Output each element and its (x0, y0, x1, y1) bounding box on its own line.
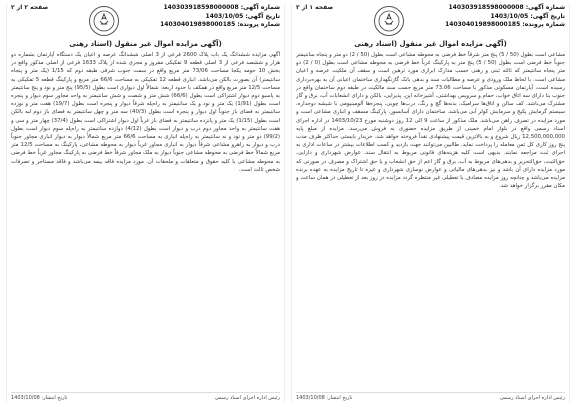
letter-number-label: شماره پرونده: (522, 21, 565, 28)
letter-number: 140304019898000185 (445, 21, 521, 28)
ad-number: 140303918598000008 (163, 4, 239, 11)
ad-date-label: تاریخ آگهی: (530, 12, 565, 20)
ad-number-row (445, 4, 565, 13)
ad-number: 140303918598000008 (448, 4, 524, 11)
page-footer (11, 392, 280, 403)
letter-number-row (160, 21, 280, 30)
emblem-icon (374, 6, 404, 36)
ad-date-row (445, 13, 565, 22)
letter-number-row (445, 21, 565, 30)
page-footer (296, 392, 565, 403)
signatory: رئیس اداره اجرای اسناد رسمی (499, 395, 565, 401)
ad-date: 1403/10/05 (205, 12, 244, 20)
page-number: صفحه ۲ از ۲ (11, 4, 49, 11)
signatory: رئیس اداره اجرای اسناد رسمی (214, 395, 280, 401)
page-one (291, 4, 570, 403)
page-header (11, 4, 280, 38)
ad-number-label: شماره آگهی: (240, 4, 280, 11)
ad-number-row (160, 4, 280, 13)
emblem-icon (89, 6, 119, 36)
page-two (6, 4, 285, 403)
ad-title: (آگهی مزایده اموال غیر منقول (اسناد رهنی (69, 40, 222, 48)
page-header (296, 4, 565, 38)
ad-meta (445, 4, 565, 30)
ad-body: مشاعی است بطول (50 / 5) پنج متر شرقاً خط فرضی به محوطه مشاعی است بطول (50 / 2) دو متر و پنجاه سانتیمتر جنوباً خط فرضی است بطول (50 / 5) پنج متر به پارکینگ غرباً خط فرضی به محوطه مشاعی است بطول (0 / 2) دو متر پنجاه سانتیمتر که ثالثه ثبتی و رهنی حسب مدارک ابرازی مورد ترهین است و سقف آن ملکیت عرصه و اعیان مشاعی است. با لحاظ ملک ورودی و عرصه و مطالبات سند و بدهی بانک گازنگهداری ساختمان اعیانی آن به بهره‌برداری رسیده است، آپارتمان مسکونی مذکور با مساحت 73.06 متر مربع حسب سند مالکیت در طبقه دوم ساختمان واقع در جنوب بنا دارای سه اتاق خواب، حمام و سرویس بهداشتی، آشپزخانه اپن، پذیرایی، بالکن و دارای انشعابات آب، برق و گاز مشترک می‌باشد. کف سالن و اتاق‌ها سرامیک، بدنه‌ها گچ و رنگ، درب‌ها چوبی، پنجره‌ها آلومینیومی با شیشه دوجداره، سیستم گرمایش پکیج و سرمایش کولر آبی می‌باشد. ساختمان دارای آسانسور، پارکینگ مسقف و انباری مشاعی است و مورد مزایده در تصرف راهن می‌باشد. ملک مذکور از ساعت 9 الی 12 روز دوشنبه مورخ 1403/10/23 در اداره اجرای اسناد رسمی واقع در بلوار امام خمینی از طریق مزایده حضوری به فروش می‌رسد. مزایده از مبلغ پایه 12,500,000,000 ریال شروع و به بالاترین قیمت پیشنهادی نقداً فروخته خواهد شد. خریدار بایستی حداکثر ظرف مدت پنج روز کاری کل ثمن معامله را پرداخت نماید. طالبین می‌توانند جهت بازدید و کسب اطلاعات بیشتر در ساعات اداری به اجرای ثبت مراجعه نمایند. بدیهی است کلیه هزینه‌های قانونی مربوط به انتقال سند، عوارض شهرداری و دارایی، حق‌الثبت، حق‌التحریر و بدهی‌های مربوط به آب، برق و گاز اعم از حق انشعاب و یا حق اشتراک و مصرف در صورتی که مورد مزایده دارای آن باشد و نیز بدهی‌های مالیاتی و عوارض نوسازی شهرداری و غیره تا تاریخ مزایده به عهده برنده مزایده می‌باشد و چنانچه روز مزایده مصادف با تعطیلی غیر منتظره گردد مزایده در روز بعد از تعطیلی در همان ساعت و مکان مقرر برگزار خواهد شد. (296, 52, 565, 190)
letter-number-label: شماره پرونده: (237, 21, 280, 28)
ad-meta (160, 4, 280, 30)
ad-number-label: شماره آگهی: (525, 4, 565, 11)
page-number: صفحه ۱ از ۲ (296, 4, 334, 11)
publish-date: تاریخ انتشار: 1403/10/08 (296, 395, 353, 401)
ad-title: (آگهی مزایده اموال غیر منقول (اسناد رهنی (354, 40, 507, 48)
publish-date: تاریخ انتشار: 1403/10/08 (11, 395, 68, 401)
ad-date-label: تاریخ آگهی: (245, 12, 280, 20)
letter-number: 140304019898000185 (160, 21, 236, 28)
ad-body: آگهی مزایده ششدانگ یک باب پلاک 2600 فرعی از 3 اصلی ششدانگ عرصه و اعیان یک دستگاه آپارتمان بشماره دو هزار و ششصد فرعی از 3 اصلی قطعه 9 تفکیکی مفروز و مجزی شده از پلاک 1633 فرعی از اصلی مذکور واقع در بخش 10 حومه یکجا مساحت 73/06 متر مربع واقع در سمت جنوب شرقی طبقه دوم که 1/15 (یک متر و پنجاه سانتیمتر) آن بصورت بالکن می‌باشد. انباری قطعه 12 تفکیکی به مساحت 66/6 متر مربع و پارکینگ قطعه 5 تفکیکی به مساحت 12/5 متر مربع واقع در همکف با حدود اربعه: شمالاً اول دیواری است بطول (95/5) پنج متر و نود و پنج سانتیمتر به پاسیو دوم دیوار اشتراکی است بطول (66/6) شش متر و شصت و شش سانتیمتر به واحد مجاور سوم دیوار و پنجره است بطول (1/91) یک متر و نود و یک سانتیمتر به راه‌پله شرقاً دیوار و پنجره است بطول (19/7) هفت متر و نوزده سانتیمتر به فضای باز جنوباً اول دیوار و پنجره است بطول (40/3) سه متر و چهل سانتیمتر به فضای باز دوم لبه بالکن است بطول (1/15) یک متر و پانزده سانتیمتر به فضای باز غرباً اول دیوار اشتراکی است بطول (37/4) چهار متر و سی و هفت سانتیمتر به واحد مجاور دوم درب و دیوار است بطول (4/12) دوازده سانتیمتر به راه‌پله سوم دیوار است بطول (99/2) دو متر و نود و نه سانتیمتر به راه‌پله انباری به مساحت 66/6 متر مربع شمالاً دیوار به دیوار انباری مجاور جنوباً درب و دیوار به راهرو مشاعی شرقاً دیوار به انباری مجاور غرباً دیوار به محوطه مشاعی، پارکینگ به مساحت 12/5 متر مربع شمالاً خط فرضی به محوطه مشاعی جنوباً دیوار به ملک مجاور شرقاً خط فرضی به پارکینگ مجاور غرباً خط فرضی به محوطه مشاعی با کلیه حقوق و متعلقات و ملحقات آن. مورد مزایده فاقد بیمه می‌باشد و فاقد مستاجر و تصرفات شخص ثالث است. (11, 52, 280, 173)
ad-date-row (160, 13, 280, 22)
ad-date: 1403/10/05 (490, 12, 529, 20)
